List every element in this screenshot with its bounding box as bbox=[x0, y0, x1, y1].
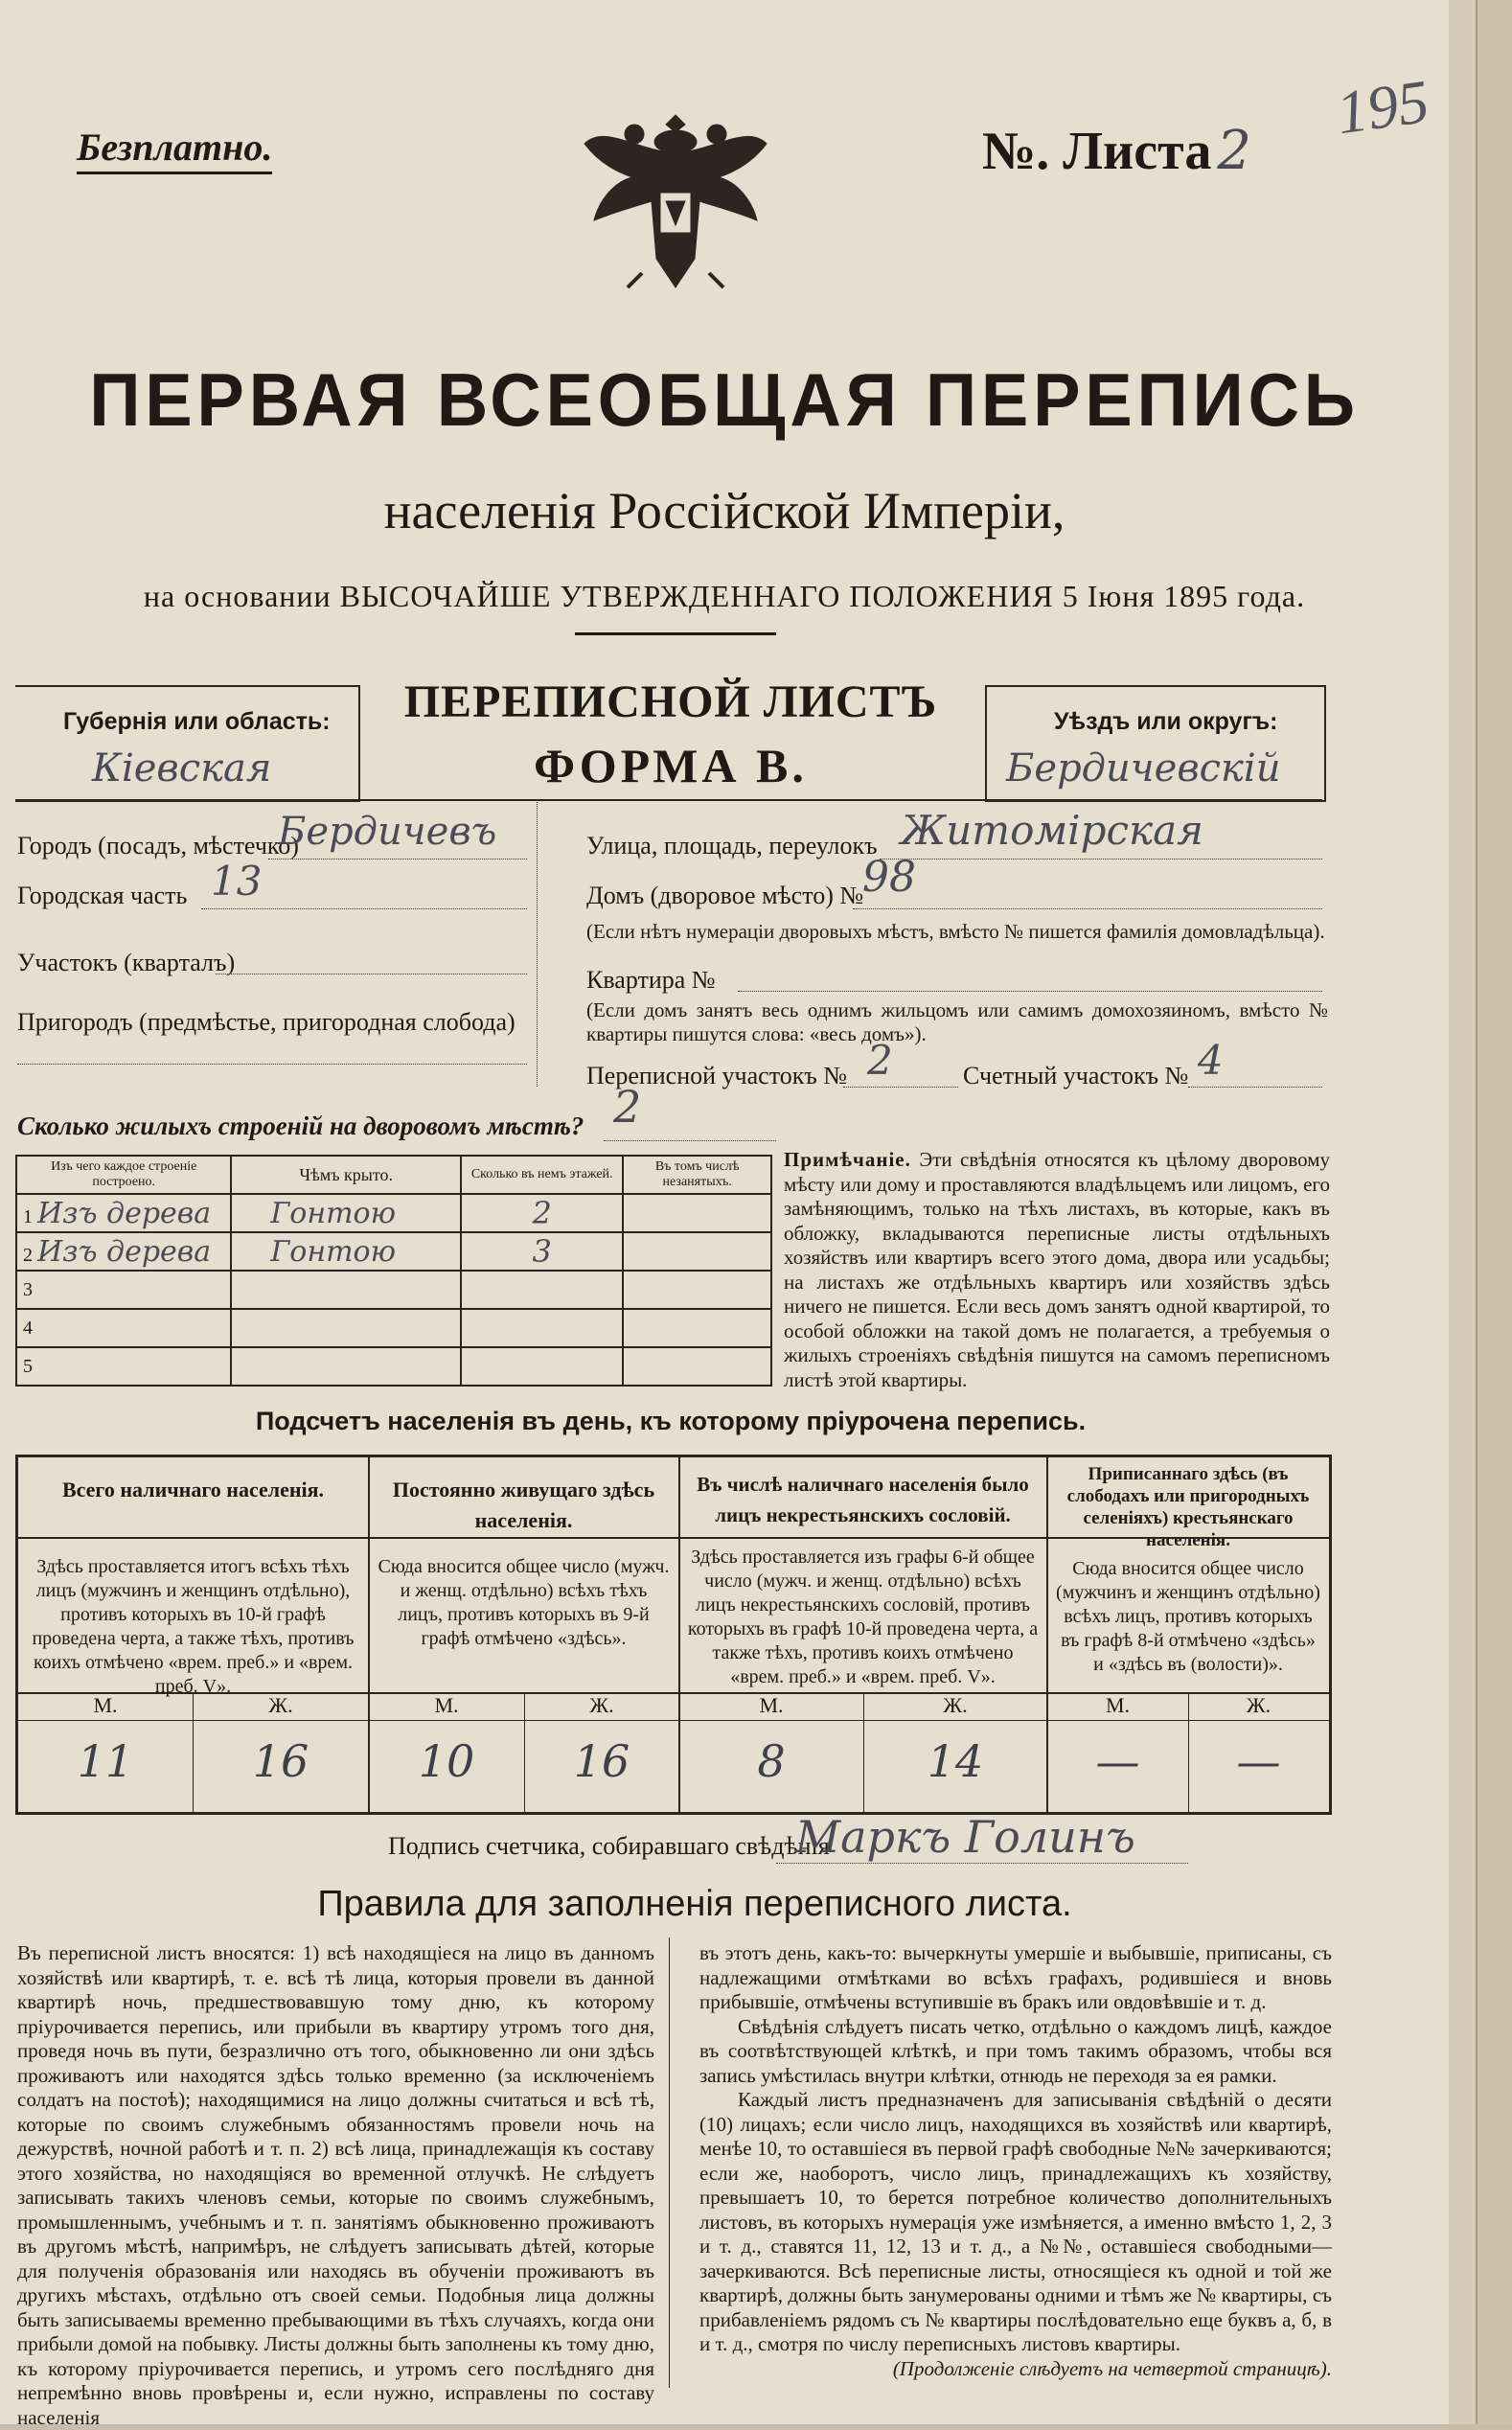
female-header: Ж. bbox=[268, 1693, 293, 1717]
buildings-header-floors: Сколько въ немъ этажей. bbox=[461, 1156, 623, 1194]
form-header-rule bbox=[15, 799, 1322, 801]
row-number: 1 bbox=[23, 1205, 33, 1227]
gubernia-label: Губернія или область: bbox=[63, 708, 331, 735]
building-material-cell bbox=[16, 1194, 231, 1232]
vertical-separator bbox=[537, 799, 538, 1087]
form-title: ПЕРЕПИСНОЙ ЛИСТЪ bbox=[403, 676, 938, 727]
permanent-male-value: 10 bbox=[418, 1735, 475, 1787]
gubernia-value: Кіевская bbox=[92, 746, 272, 791]
population-title: Подсчетъ населенія въ день, къ которому пріурочена перепись. bbox=[255, 1407, 1087, 1435]
census-area-line bbox=[843, 1087, 958, 1088]
form-name: ФОРМА В. bbox=[534, 739, 808, 792]
rules-title: Правила для заполненія переписного листа. bbox=[317, 1884, 1072, 1924]
page-title: ПЕРВАЯ ВСЕОБЩАЯ ПЕРЕПИСЬ bbox=[89, 357, 1360, 442]
note-label: Примѣчаніе. bbox=[784, 1148, 911, 1171]
total-female-value: 16 bbox=[252, 1735, 309, 1787]
street-label: Улица, площадь, переулокъ bbox=[586, 832, 878, 860]
house-note: (Если нѣтъ нумераціи дворовыхъ мѣстъ, вмѣсто № пишется фамилія домовладѣльца). bbox=[586, 920, 1325, 943]
male-header: М. bbox=[93, 1693, 118, 1717]
building-material-cell bbox=[16, 1232, 231, 1271]
buildings-header-roof: Чѣмъ крыто. bbox=[231, 1156, 461, 1194]
row-number: 2 bbox=[23, 1244, 33, 1266]
column-header: Приписаннаго здѣсь (въ слободахъ или пригородныхъ селеніяхъ) крестьянскаго населенія. bbox=[1066, 1464, 1310, 1550]
regulation-basis: на основании ВЫСОЧАЙШЕ УТВЕРЖДЕННАГО ПОЛОЖЕНИЯ 5 Іюня 1895 года. bbox=[143, 579, 1306, 613]
building-empty bbox=[623, 1232, 771, 1271]
rules-continued: (Продолженіе слѣдуетъ на четвертой страницѣ). bbox=[892, 2356, 1332, 2380]
uezd-box bbox=[985, 685, 1326, 802]
male-header: М. bbox=[759, 1693, 784, 1717]
rules-left-text: Въ переписной листъ вносятся: 1) всѣ находящіеся на лицо въ данномъ хозяйствѣ или квартирѣ, т. е. всѣ тѣ лица, которыя провели въ данной квартирѣ ночь, предшествовавшую тому дню, къ которому пріурочивается перепись, или прибыли въ квартиру утромъ того дня, проведя ночь въ пути, безразлично отъ того, обыкновенно ли они здѣсь проживаютъ или находятся здѣсь только временно (за исключеніемъ солдатъ на постоѣ); находящимися на лицо должны считаться и всѣ тѣ, которые по своимъ служебнымъ обязанностямъ провели ночь на дежурствѣ, ночной работѣ и т. п. 2) всѣ лица, принадлежащія къ составу этого хозяйства, но находящіяся во временной отлучкѣ. Не слѣдуетъ записывать такихъ членовъ семьи, которые по своимъ служебнымъ, промышленнымъ, учебнымъ и т. п. занятіямъ обыкновенно проживаютъ въ другомъ мѣстѣ, напримѣръ, не слѣдуетъ записывать дѣтей, которые для полученія образованія или находясь въ обученіи проживаютъ въ другихъ мѣстахъ, отдѣльно отъ своей семьи. Подобныя лица должны быть записываемы временно пребывающими въ тѣхъ случаяхъ, когда они прибыли домой на побывку. Листы должны быть заполнены къ тому дню, къ которому пріурочивается перепись, и утромъ сего послѣдняго дня непремѣнно вновь провѣрены и, если нужно, исправлены по составу населенія bbox=[17, 1941, 654, 2429]
building-floors bbox=[461, 1309, 623, 1347]
total-male-value: 11 bbox=[77, 1735, 134, 1787]
building-floors: 2 bbox=[461, 1194, 623, 1232]
buildings-header-empty: Въ томъ числѣ незанятыхъ. bbox=[623, 1156, 771, 1194]
row-number: 3 bbox=[16, 1271, 231, 1309]
gubernia-box bbox=[15, 685, 360, 802]
building-floors bbox=[461, 1271, 623, 1309]
double-headed-eagle-emblem bbox=[575, 105, 776, 297]
street-line bbox=[880, 859, 1322, 860]
rules-right-text-2: Свѣдѣнія слѣдуетъ писать четко, отдѣльно о каждомъ лицѣ, каждое въ соотвѣтствующей клѣткѣ, и при томъ такимъ образомъ, чтобы вся запись умѣстилась внутри клѣтки, отнюдь не переходя за ея рамки. bbox=[699, 2014, 1332, 2087]
census-area-value: 2 bbox=[867, 1037, 893, 1084]
table-row bbox=[16, 1194, 771, 1232]
rules-right-text-3: Каждый листъ предназначенъ для записыванія свѣдѣній о десяти (10) лицахъ; если число лицъ, находящихся въ хозяйствѣ или квартирѣ, менѣе 10, то оставшіеся въ первой графѣ свободные №№ зачеркиваются; если же, наоборотъ, число лицъ, принадлежащихъ къ хозяйству, превышаетъ 10, то берется потребное количество дополнительныхъ листовъ, въ которыхъ нумерація уже измѣняется, а именно вмѣсто 1, 2, 3 и т. д., ставятся 11, 12, 13 и т. д., а №№, оставшіеся свободными—зачеркиваются. Всѣ переписные листы, относящіеся къ одной и той же квартирѣ, должны быть занумерованы одними и тѣмъ же № квартиры, съ прибавленіемъ рядомъ съ № квартиры послѣдовательно еще буквъ а, б, в и т. д., смотря по числу переписныхъ листовъ квартиры. bbox=[699, 2088, 1332, 2355]
row-number: 4 bbox=[16, 1309, 231, 1347]
buildings-answer: 2 bbox=[613, 1081, 642, 1133]
street-value: Житомірская bbox=[901, 807, 1203, 854]
city-label: Городъ (посадъ, мѣстечко) bbox=[17, 832, 299, 860]
subtitle: населенія Россійской Имперіи, bbox=[383, 482, 1065, 539]
divider bbox=[575, 632, 776, 635]
building-material: Изъ дерева bbox=[37, 1234, 212, 1269]
column-header: Въ числѣ наличнаго населенія было лицъ некрестьянскихъ сословій. bbox=[697, 1473, 1029, 1526]
building-roof bbox=[231, 1271, 461, 1309]
row-number: 5 bbox=[16, 1347, 231, 1386]
building-empty bbox=[623, 1271, 771, 1309]
column-header: Всего наличнаго населенія. bbox=[61, 1478, 325, 1502]
count-area-label: Счетный участокъ № bbox=[963, 1062, 1189, 1089]
nonpeasant-male-value: 8 bbox=[757, 1735, 786, 1787]
count-area-line bbox=[1188, 1087, 1322, 1088]
permanent-female-value: 16 bbox=[573, 1735, 630, 1787]
signature-value: Маркъ Голинъ bbox=[795, 1811, 1135, 1863]
table-row bbox=[16, 1271, 771, 1309]
table-row bbox=[16, 1347, 771, 1386]
male-header: М. bbox=[434, 1693, 459, 1717]
sheet-number-label: №. Листа bbox=[982, 122, 1212, 181]
district-label: Городская часть bbox=[17, 882, 188, 909]
apartment-label: Квартира № bbox=[586, 966, 716, 994]
free-label: Безплатно. bbox=[77, 125, 272, 174]
apartment-note: (Если домъ занятъ весь однимъ жильцомъ или самимъ домохозяиномъ, вмѣсто № квартиры пишутся слова: «весь домъ»). bbox=[586, 998, 1328, 1045]
rules-right-text-1: въ этотъ день, какъ-то: вычеркнуты умершіе и выбывшіе, приписаны, съ надлежащими отмѣтками во всѣхъ графахъ, родившіеся и вновь прибывшіе, отмѣчены вступившіе въ бракъ или овдовѣвшіе и т. д. bbox=[699, 1941, 1332, 2013]
building-roof: Гонтою bbox=[231, 1194, 461, 1232]
building-floors bbox=[461, 1347, 623, 1386]
archive-number: 195 bbox=[1332, 66, 1433, 148]
rules-divider bbox=[669, 1937, 670, 2388]
district-value: 13 bbox=[211, 858, 263, 905]
house-line bbox=[853, 908, 1322, 909]
buildings-table bbox=[15, 1155, 772, 1387]
note bbox=[784, 1148, 1330, 1392]
buildings-header-material: Изъ чего каждое строеніе построено. bbox=[16, 1156, 231, 1194]
building-roof bbox=[231, 1347, 461, 1386]
suburb-line bbox=[17, 1064, 527, 1065]
nonpeasant-female-value: 14 bbox=[927, 1735, 984, 1787]
signature-line bbox=[776, 1863, 1188, 1864]
column-description: Здѣсь проставляется изъ графы 6-й общее число (мужч. и женщ. отдѣльно) всѣхъ лицъ некрестьянскихъ сословій, противъ которыхъ въ графѣ 10-й проведена черта, а также тѣхъ, противъ коихъ отмѣчено «врем. преб.» и «врем. преб. V». bbox=[687, 1547, 1039, 1687]
population-header-rule bbox=[18, 1537, 1329, 1539]
column-description: Сюда вносится общее число (мужчинъ и женщинъ отдѣльно) всѣхъ лицъ, противъ которыхъ въ графѣ 8-й отмѣчено «здѣсь» и «здѣсь въ (волости)». bbox=[1056, 1558, 1320, 1675]
house-label: Домъ (дворовое мѣсто) № bbox=[586, 882, 864, 909]
city-value: Бердичевъ bbox=[278, 810, 497, 854]
building-empty bbox=[623, 1194, 771, 1232]
building-material: Изъ дерева bbox=[37, 1196, 212, 1230]
female-header: Ж. bbox=[589, 1693, 614, 1717]
uezd-label: Уѣздъ или округъ: bbox=[1054, 708, 1278, 735]
female-header: Ж. bbox=[943, 1693, 968, 1717]
peasant-female-value: — bbox=[1236, 1735, 1281, 1787]
buildings-header-row bbox=[16, 1156, 771, 1194]
suburb-label: Пригородъ (предмѣстье, пригородная слобода) bbox=[17, 1008, 515, 1036]
peasant-male-value: — bbox=[1095, 1735, 1140, 1787]
block-label: Участокъ (кварталъ) bbox=[17, 949, 236, 976]
page-edge-2 bbox=[1476, 0, 1512, 2424]
table-row bbox=[16, 1309, 771, 1347]
sheet-number-value: 2 bbox=[1217, 120, 1251, 182]
building-roof bbox=[231, 1309, 461, 1347]
count-area-value: 4 bbox=[1198, 1037, 1224, 1084]
note-text: Эти свѣдѣнія относятся къ цѣлому дворовому мѣсту или дому и проставляются владѣльцемъ или лицомъ, его замѣняющимъ, только на тѣхъ листахъ, въ которые, какъ въ обложку, вкладываются переписные листы отдѣльныхъ хозяйствъ или квартиръ всего этого дома, двора или усадьбы; на листахъ же отдѣльныхъ квартиръ или хозяйствъ здѣсь ничего не пишется. Если весь домъ занятъ одной квартирой, то особой обложки на такой домъ не полагается, а требуемыя о жилыхъ строеніяхъ свѣдѣнія пишутся на самомъ переписномъ листѣ этой квартиры. bbox=[784, 1148, 1331, 1391]
table-row bbox=[16, 1232, 771, 1271]
apartment-line bbox=[738, 991, 1322, 992]
column-header: Постоянно живущаго здѣсь населенія. bbox=[392, 1478, 655, 1532]
city-line bbox=[268, 859, 527, 860]
column-description: Сюда вносится общее число (мужч. и женщ. отдѣльно) всѣхъ тѣхъ лицъ, противъ которыхъ въ 9-й графѣ отмѣчено «здѣсь». bbox=[378, 1556, 670, 1649]
census-area-label: Переписной участокъ № bbox=[586, 1062, 848, 1089]
female-header: Ж. bbox=[1246, 1693, 1271, 1717]
uezd-value: Бердичевскій bbox=[1006, 746, 1281, 791]
population-table bbox=[15, 1455, 1332, 1815]
building-roof: Гонтою bbox=[231, 1232, 461, 1271]
building-empty bbox=[623, 1309, 771, 1347]
buildings-answer-line bbox=[604, 1140, 776, 1141]
population-values-rule bbox=[18, 1720, 1329, 1721]
building-empty bbox=[623, 1347, 771, 1386]
male-header: М. bbox=[1105, 1693, 1131, 1717]
column-description: Здѣсь проставляется итогъ всѣхъ тѣхъ лицъ (мужчинъ и женщинъ отдѣльно), противъ которыхъ въ 10-й графѣ проведена черта, а также тѣхъ, противъ коихъ отмѣчено «врем. преб.» и «врем. преб. V». bbox=[32, 1556, 355, 1697]
rules-right bbox=[699, 1941, 1332, 2381]
buildings-question: Сколько жилыхъ строеній на дворовомъ мѣстѣ? bbox=[17, 1112, 584, 1140]
sheet-number bbox=[982, 120, 1251, 182]
signature-label: Подпись счетчика, собиравшаго свѣдѣнія bbox=[388, 1832, 830, 1860]
building-floors: 3 bbox=[461, 1232, 623, 1271]
house-value: 98 bbox=[862, 853, 916, 902]
district-line bbox=[201, 908, 527, 909]
